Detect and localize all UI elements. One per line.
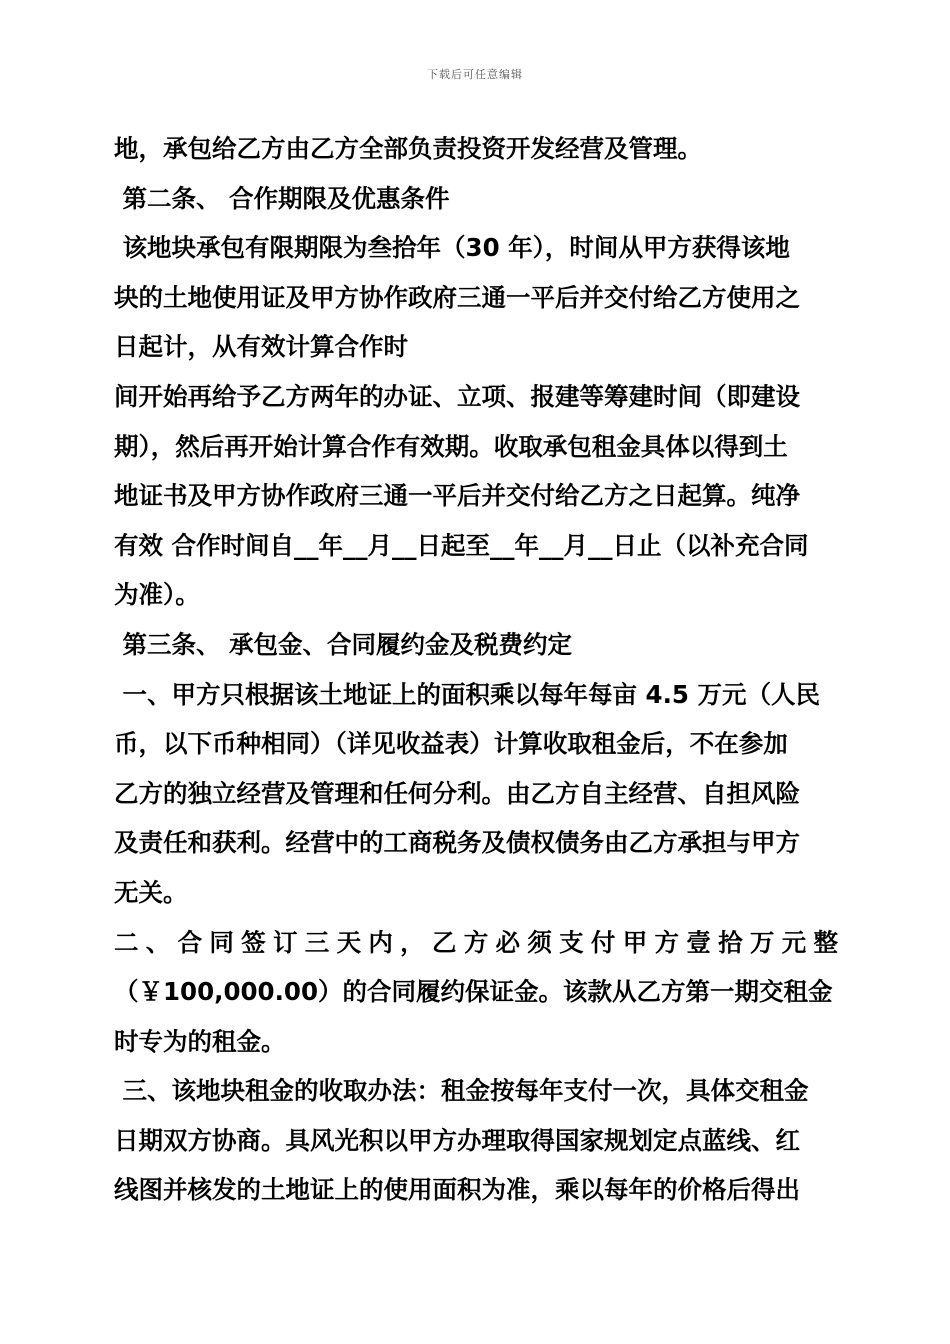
- text-line: 期），然后再开始计算合作有效期。收取承包租金具体以得到土: [114, 431, 788, 461]
- text-line: 线图并核发的土地证上的使用面积为准，乘以每年的价格后得出: [114, 1175, 800, 1205]
- page-header: 下载后可任意编辑: [427, 68, 523, 81]
- text-line: 币，以下币种相同）（详见收益表）计算收取租金后，不在参加: [114, 729, 788, 759]
- text-line: 该地块承包有限期限为叁拾年（30 年），时间从甲方获得该地: [114, 233, 790, 263]
- text-line: 间开始再给予乙方两年的办证、立项、报建等筹建时间（即建设: [114, 381, 800, 411]
- section-heading: 第二条、 合作期限及优惠条件: [114, 183, 450, 213]
- text-line: 无关。: [114, 877, 188, 907]
- text-line: 有效 合作时间自__年__月__日起至__年__月__日止（以补充合同: [114, 530, 809, 560]
- text-line: 一、甲方只根据该土地证上的面积乘以每年每亩 4.5 万元（人民: [114, 679, 820, 709]
- text-line: 二、合同签订三天内，乙方必须支付甲方壹拾万元整: [114, 927, 838, 957]
- text-line: 乙方的独立经营及管理和任何分利。由乙方自主经营、自担风险: [114, 778, 800, 808]
- text-line: 块的土地使用证及甲方协作政府三通一平后并交付给乙方使用之: [114, 282, 800, 312]
- document-body: [114, 124, 838, 1215]
- text-line: 日起计，从有效计算合作时: [114, 332, 408, 362]
- section-heading: 第三条、 承包金、合同履约金及税费约定: [114, 629, 573, 659]
- text-line: 为准）。: [114, 580, 200, 610]
- text-line: （￥100,000.00）的合同履约保证金。该款从乙方第一期交租金: [114, 977, 833, 1007]
- text-line: 地证书及甲方协作政府三通一平后并交付给乙方之日起算。纯净: [114, 481, 800, 511]
- text-line: 三、该地块租金的收取办法：租金按每年支付一次，具体交租金: [114, 1076, 809, 1106]
- text-line: 时专为的租金。: [114, 1026, 286, 1056]
- text-line: 及责任和获利。经营中的工商税务及债权债务由乙方承担与甲方: [114, 828, 800, 858]
- text-line: 地，承包给乙方由乙方全部负责投资开发经营及管理。: [114, 134, 702, 163]
- text-line: 日期双方协商。具风光积以甲方办理取得国家规划定点蓝线、红: [114, 1125, 800, 1155]
